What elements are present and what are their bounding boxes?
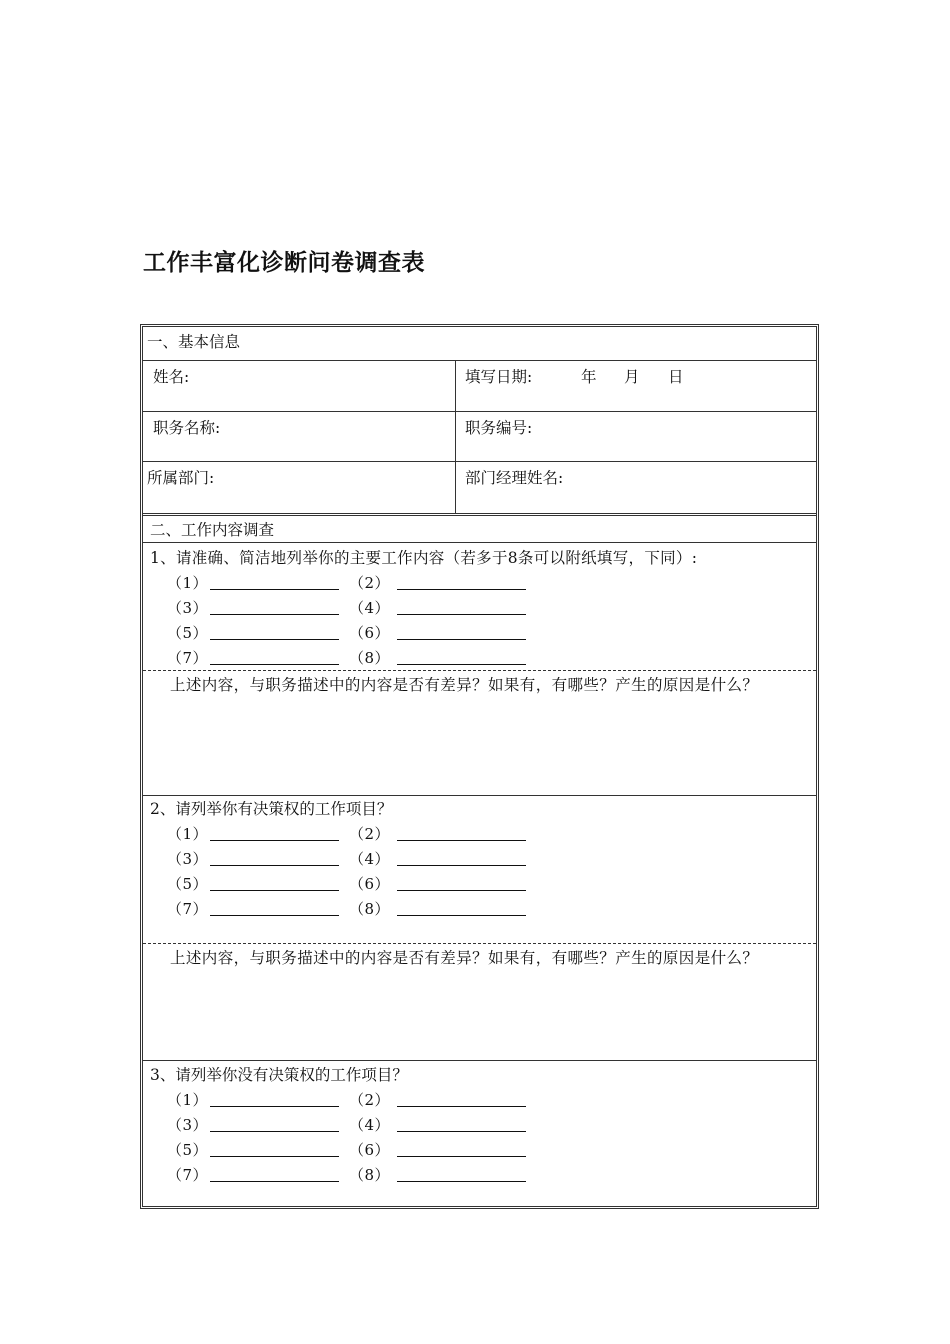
item-label: （2）: [349, 1091, 391, 1109]
answer-line[interactable]: [397, 664, 526, 665]
answer-line[interactable]: [210, 915, 339, 916]
followup-question-2: [150, 945, 815, 971]
year-label: 年: [581, 368, 597, 386]
job-code-label: 职务编号:: [465, 419, 533, 437]
item-label: （3）: [167, 1116, 209, 1134]
column-divider: [455, 360, 456, 513]
item-label: （4）: [349, 850, 391, 868]
item-label: （6）: [349, 624, 391, 642]
questionnaire-form: [140, 324, 819, 1209]
divider: [143, 360, 816, 361]
answer-line[interactable]: [397, 915, 526, 916]
answer-line[interactable]: [397, 1106, 526, 1107]
answer-line[interactable]: [210, 589, 339, 590]
job-title-label: 职务名称:: [153, 419, 221, 437]
divider: [143, 461, 816, 462]
item-label: （2）: [349, 574, 391, 592]
divider: [143, 1060, 816, 1061]
item-label: （7）: [167, 649, 209, 667]
section-divider: [143, 513, 816, 516]
answer-line[interactable]: [210, 639, 339, 640]
followup-question-1: [150, 672, 815, 698]
answer-line[interactable]: [210, 664, 339, 665]
divider: [143, 411, 816, 412]
item-label: （1）: [167, 574, 209, 592]
answer-line[interactable]: [397, 890, 526, 891]
answer-line[interactable]: [210, 1181, 339, 1182]
followup-text: 上述内容，与职务描述中的内容是否有差异？如果有，有哪些？产生的原因是什么？: [170, 676, 759, 694]
month-label: 月: [624, 368, 640, 386]
name-label: 姓名:: [153, 368, 190, 386]
item-label: （5）: [167, 1141, 209, 1159]
item-label: （2）: [349, 825, 391, 843]
answer-line[interactable]: [210, 1156, 339, 1157]
item-label: （1）: [167, 825, 209, 843]
item-label: （5）: [167, 624, 209, 642]
item-label: （8）: [349, 900, 391, 918]
item-label: （4）: [349, 599, 391, 617]
answer-line[interactable]: [210, 1131, 339, 1132]
manager-name-label: 部门经理姓名:: [465, 469, 564, 487]
answer-line[interactable]: [210, 614, 339, 615]
item-label: （3）: [167, 599, 209, 617]
item-label: （4）: [349, 1116, 391, 1134]
question-3: 3、请列举你没有决策权的工作项目？: [150, 1066, 408, 1084]
item-label: （3）: [167, 850, 209, 868]
answer-line[interactable]: [210, 840, 339, 841]
section-content-heading: 二、工作内容调查: [150, 521, 275, 539]
divider: [143, 795, 816, 796]
answer-line[interactable]: [397, 614, 526, 615]
answer-line[interactable]: [210, 1106, 339, 1107]
answer-line[interactable]: [210, 890, 339, 891]
answer-line[interactable]: [397, 840, 526, 841]
answer-line[interactable]: [397, 1131, 526, 1132]
answer-line[interactable]: [210, 865, 339, 866]
item-label: （5）: [167, 875, 209, 893]
answer-line[interactable]: [397, 639, 526, 640]
answer-line[interactable]: [397, 865, 526, 866]
item-label: （7）: [167, 1166, 209, 1184]
item-label: （8）: [349, 649, 391, 667]
item-label: （1）: [167, 1091, 209, 1109]
answer-line[interactable]: [397, 589, 526, 590]
answer-line[interactable]: [397, 1156, 526, 1157]
answer-line[interactable]: [397, 1181, 526, 1182]
divider: [143, 542, 816, 543]
fill-date-label: 填写日期:: [465, 368, 533, 386]
form-title: 工作丰富化诊断问卷调查表: [143, 250, 425, 276]
question-1: 1、请准确、简洁地列举你的主要工作内容（若多于8条可以附纸填写，下同）:: [150, 549, 698, 567]
item-label: （7）: [167, 900, 209, 918]
section-basic-heading: 一、基本信息: [147, 333, 241, 351]
item-label: （6）: [349, 1141, 391, 1159]
question-2: 2、请列举你有决策权的工作项目？: [150, 800, 393, 818]
day-label: 日: [668, 368, 684, 386]
item-label: （6）: [349, 875, 391, 893]
department-label: 所属部门:: [147, 469, 215, 487]
followup-text: 上述内容，与职务描述中的内容是否有差异？如果有，有哪些？产生的原因是什么？: [170, 949, 759, 967]
dashed-divider: [143, 943, 816, 944]
dashed-divider: [143, 670, 816, 671]
item-label: （8）: [349, 1166, 391, 1184]
